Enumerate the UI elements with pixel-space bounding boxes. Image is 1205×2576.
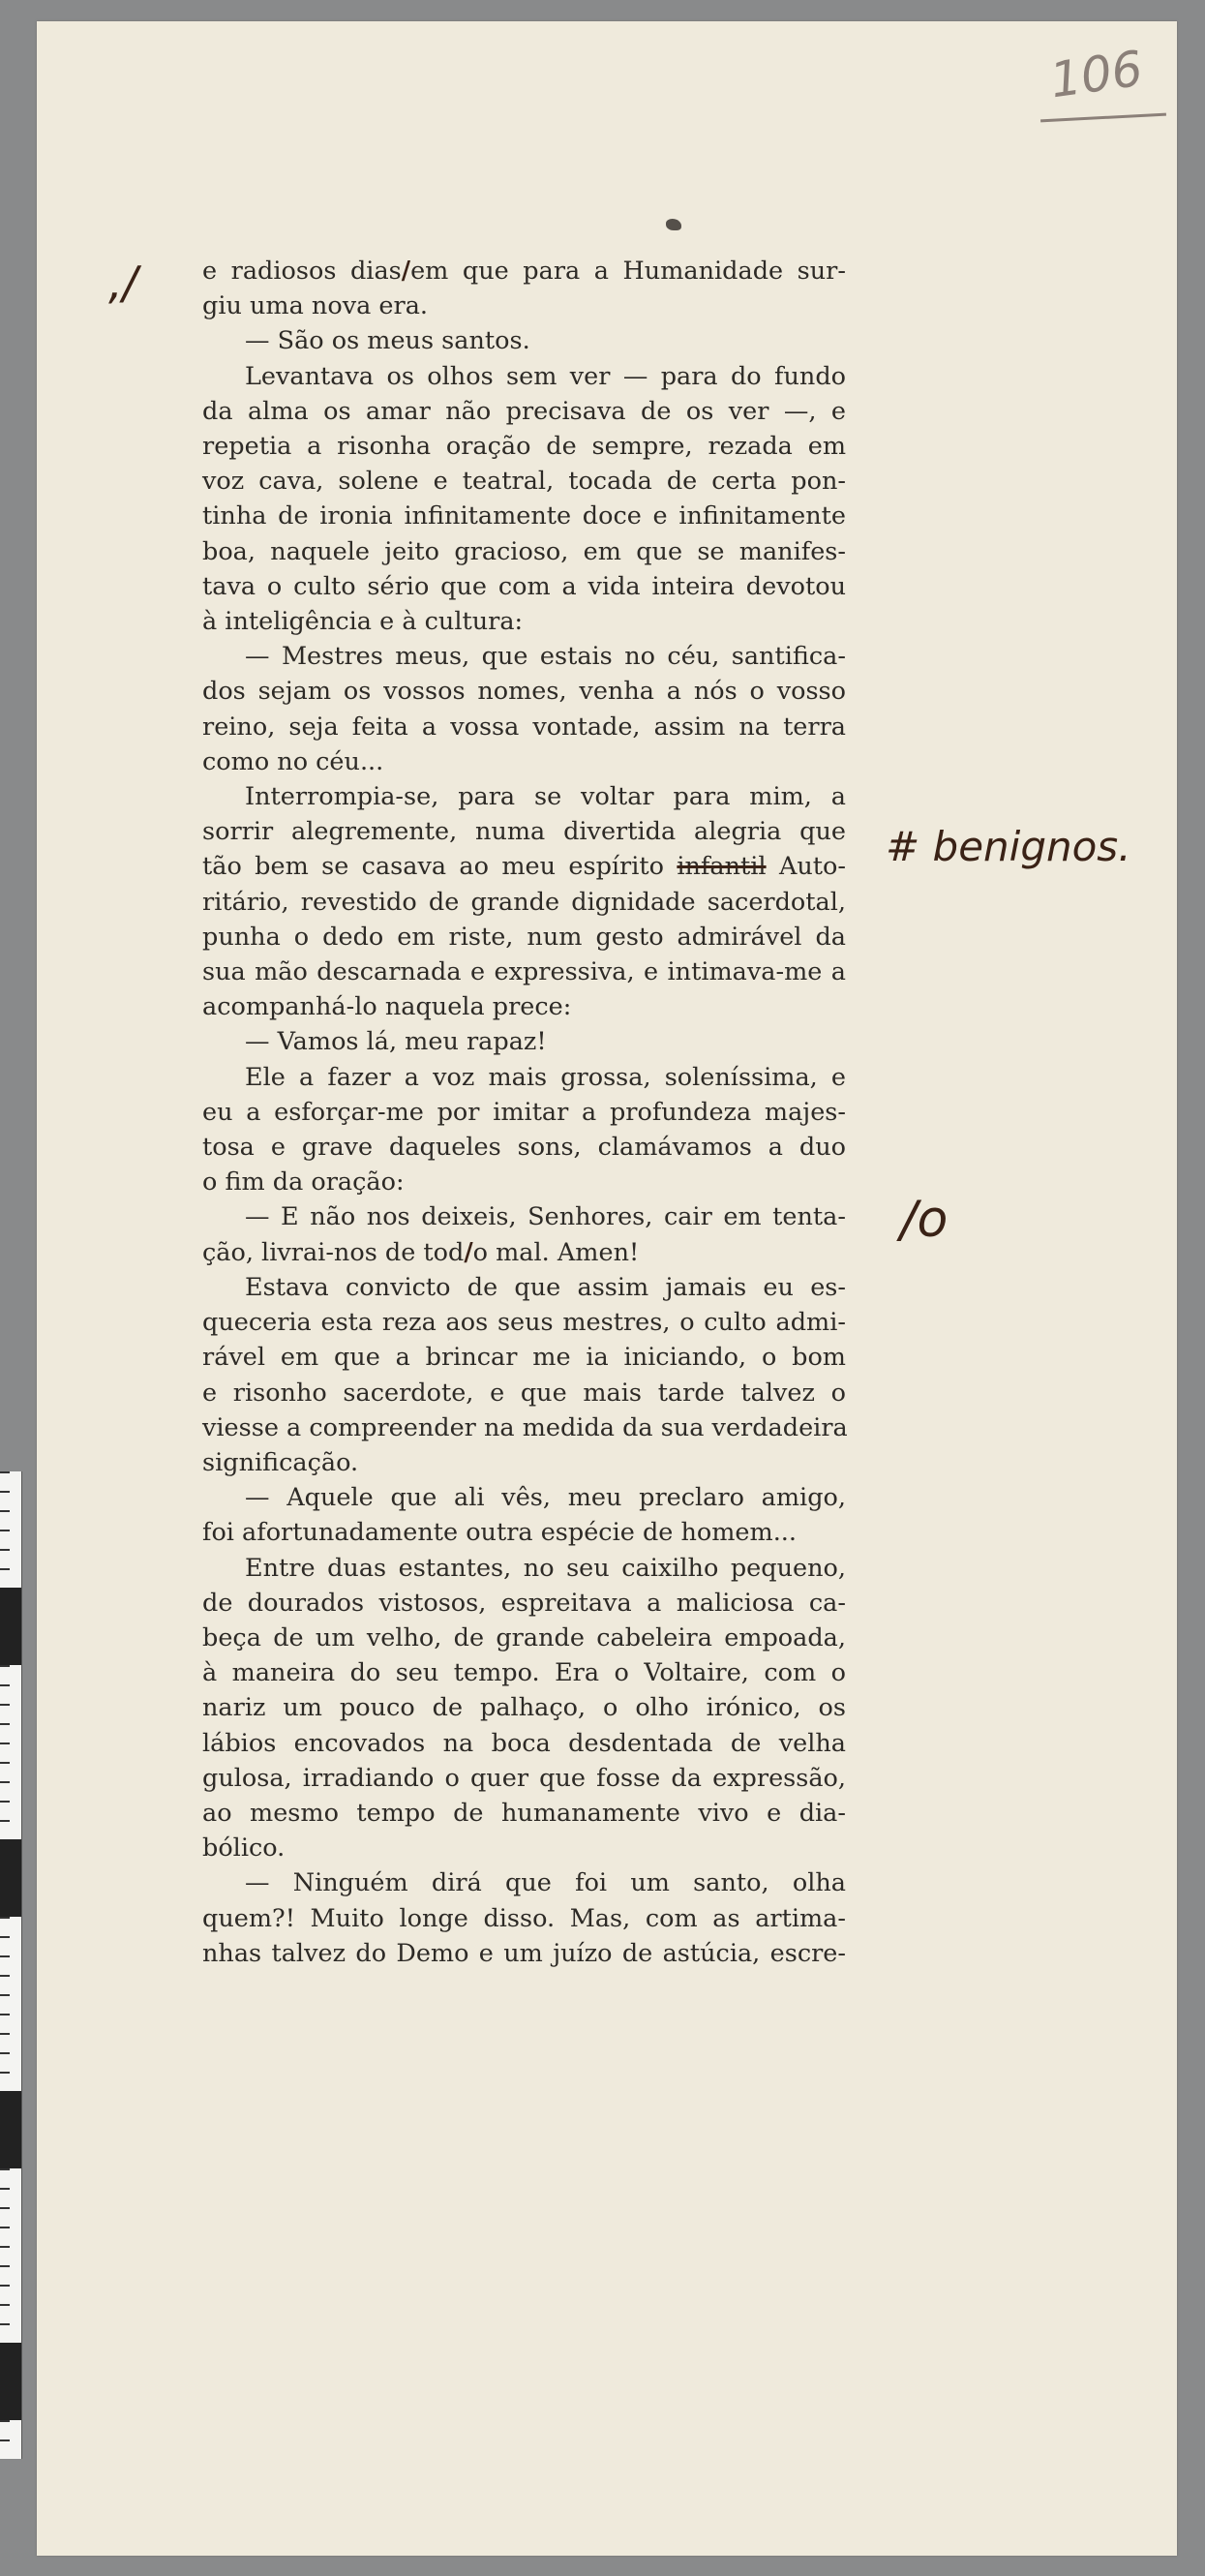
margin-mark-left: ,/: [108, 257, 138, 309]
text-line: de dourados vistosos, espreitava a maliciosa ca-: [202, 1588, 846, 1618]
text-line: Levantava os olhos sem ver — para do fundo: [245, 361, 846, 391]
text-line: giu uma nova era.: [202, 291, 428, 321]
text-line: da alma os amar não precisava de os ver —, e: [202, 396, 846, 426]
text-line: queceria esta reza aos seus mestres, o culto admi-: [202, 1308, 846, 1338]
text-segment: em que para a Humanidade sur-: [410, 257, 846, 286]
text-line: voz cava, solene e teatral, tocada de certa pon-: [202, 467, 846, 497]
text-line: — Aquele que ali vês, meu preclaro amigo,: [245, 1483, 846, 1513]
text-line: sorrir alegremente, numa divertida alegria que: [202, 817, 846, 847]
correction-mark: /: [464, 1237, 473, 1267]
text-line: quem?! Muito longe disso. Mas, com as artima-: [202, 1903, 846, 1933]
text-line: tava o culto sério que com a vida inteira devotou: [202, 571, 846, 601]
correction-mark: /: [401, 257, 411, 286]
text-line: o fim da oração:: [202, 1167, 405, 1197]
text-line: repetia a risonha oração de sempre, rezada em: [202, 432, 846, 462]
text-line: [202, 849, 846, 884]
text-line: Entre duas estantes, no seu caixilho pequeno,: [245, 1553, 846, 1583]
text-line: eu a esforçar-me por imitar a profundeza majes-: [202, 1097, 846, 1127]
text-line: reino, seja feita a vossa vontade, assim na terra: [202, 712, 846, 742]
text-segment: Auto-: [766, 852, 846, 882]
text-line: [202, 254, 846, 288]
text-line: — Vamos lá, meu rapaz!: [245, 1027, 547, 1057]
ink-smudge: [666, 219, 681, 230]
text-line: à maneira do seu tempo. Era o Voltaire, com o: [202, 1658, 846, 1688]
text-line: como no céu...: [202, 746, 384, 776]
text-line: bólico.: [202, 1834, 286, 1864]
text-line: gulosa, irradiando o quer que fosse da expressão,: [202, 1763, 846, 1793]
text-line: beça de um velho, de grande cabeleira empoada,: [202, 1622, 846, 1652]
text-line: — São os meus santos.: [245, 326, 530, 356]
page-number: 106: [1046, 40, 1147, 109]
text-line: dos sejam os vossos nomes, venha a nós o vosso: [202, 677, 846, 707]
text-body: [202, 254, 846, 1971]
text-segment: e radiosos dias: [202, 257, 402, 286]
text-segment: ção, livrai-nos de tod: [202, 1237, 465, 1267]
text-line: [202, 1235, 846, 1270]
text-line: Ele a fazer a voz mais grossa, soleníssima, e: [245, 1062, 846, 1092]
text-line: boa, naquele jeito gracioso, em que se manifes-: [202, 536, 846, 566]
text-line: tosa e grave daqueles sons, clamávamos a duo: [202, 1133, 846, 1163]
text-segment: o mal. Amen!: [472, 1237, 640, 1267]
text-line: significação.: [202, 1447, 359, 1477]
text-line: ritário, revestido de grande dignidade sacerdotal,: [202, 887, 846, 917]
text-line: ao mesmo tempo de humanamente vivo e dia-: [202, 1798, 846, 1828]
text-line: foi afortunadamente outra espécie de homem...: [202, 1518, 798, 1548]
struck-word: infantil: [677, 852, 767, 882]
text-line: rável em que a brincar me ia iniciando, o bom: [202, 1343, 846, 1373]
text-line: — Ninguém dirá que foi um santo, olha: [245, 1868, 846, 1898]
margin-note-benignos: # benignos.: [886, 823, 1131, 870]
text-line: tinha de ironia infinitamente doce e infinitamente: [202, 501, 846, 531]
text-line: — Mestres meus, que estais no céu, santifica-: [245, 642, 846, 672]
text-line: à inteligência e à cultura:: [202, 607, 524, 637]
text-line: sua mão descarnada e expressiva, e intimava-me a: [202, 957, 846, 987]
text-line: nariz um pouco de palhaço, o olho irónico, os: [202, 1693, 846, 1723]
text-line: e risonho sacerdote, e que mais tarde talvez o: [202, 1378, 846, 1408]
text-line: Estava convicto de que assim jamais eu es-: [245, 1272, 846, 1302]
text-line: viesse a compreender na medida da sua verdadeira: [202, 1412, 848, 1442]
text-line: acompanhá-lo naquela prece:: [202, 992, 572, 1022]
margin-note-o: /o: [900, 1191, 949, 1249]
text-line: nhas talvez do Demo e um juízo de astúcia, escre-: [202, 1938, 846, 1968]
text-line: — E não nos deixeis, Senhores, cair em tenta-: [245, 1202, 846, 1232]
text-line: Interrompia-se, para se voltar para mim, a: [245, 782, 846, 812]
text-line: lábios encovados na boca desdentada de velha: [202, 1728, 846, 1758]
text-line: punha o dedo em riste, num gesto admirável da: [202, 922, 846, 952]
scale-ruler: [0, 1471, 22, 2459]
text-segment: tão bem se casava ao meu espírito: [202, 852, 678, 882]
